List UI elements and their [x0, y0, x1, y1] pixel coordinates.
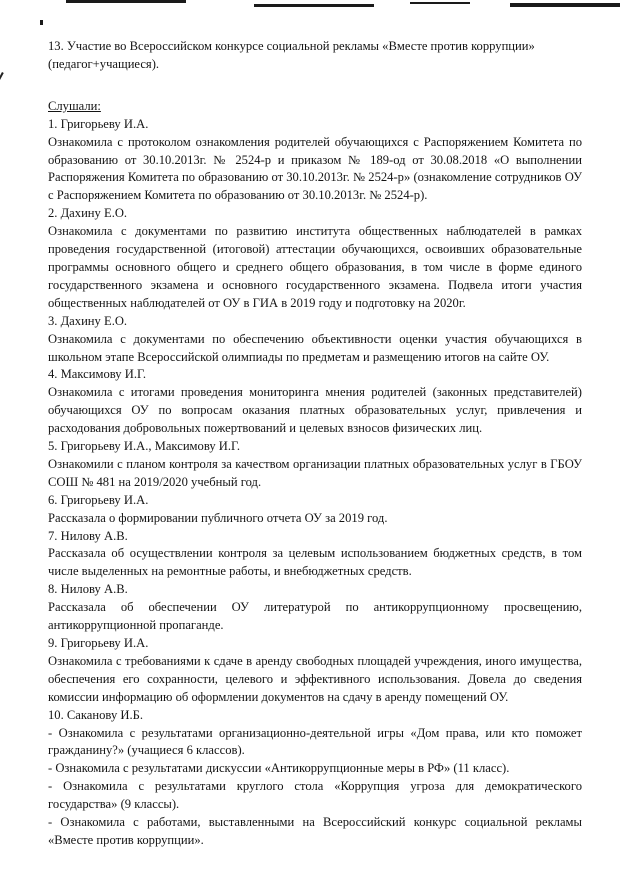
entry-speaker: 2. Дахину Е.О.	[48, 206, 128, 221]
entry-text: Рассказала о формировании публичного отчета ОУ за 2019 год.	[48, 510, 388, 525]
entry-text: Ознакомила с итогами проведения мониторинга мнения родителей (законных представителей) обучающихся ОУ по вопросам оказания платных образовательных услуг, привлечения и расходования добровольных пожертвований и целевых взносов физических лиц.	[48, 385, 582, 436]
bullet-item: - Ознакомила с результатами дискуссии «Антикоррупционные меры в РФ» (11 класс).	[48, 761, 510, 776]
entry-text: Ознакомила с протоколом ознакомления родителей обучающихся с Распоряжением Комитета по образованию от 30.10.2013г. № 2524-р и приказом № 189-од от 30.08.2018 «О выполнении Распоряжения Комитета по образованию от 30.10.2013г. № 2524-р» (ознакомление сотрудников ОУ с Распоряжением Комитета по образованию от 30.10.2013г. № 2524-р).	[48, 134, 582, 203]
bullet-item: - Ознакомила с результатами организационно-деятельной игры «Дом права, или кто поможет гражданину?» (учащиеся 6 классов).	[48, 725, 582, 758]
entry-speaker: 5. Григорьеву И.А., Максимову И.Г.	[48, 439, 241, 454]
entry-speaker: 8. Нилову А.В.	[48, 582, 128, 597]
entry-speaker: 10. Саканову И.Б.	[48, 707, 144, 722]
entry-speaker: 4. Максимову И.Г.	[48, 367, 146, 382]
scan-artifact	[66, 0, 186, 3]
agenda-item-13: 13. Участие во Всероссийском конкурсе социальной рекламы «Вместе против коррупции» (педагог+учащиеся).	[48, 39, 535, 71]
entry-text: Ознакомили с планом контроля за качеством организации платных образовательных услуг в ГБОУ СОШ № 481 на 2019/2020 учебный год.	[48, 456, 582, 489]
entry-text: Ознакомила с требованиями к сдаче в аренду свободных площадей учреждения, иного имущества, обеспечения его сохранности, целевого и эффективного использования. Довела до сведения комиссии информацию об оформлении документов на сдачу в аренду помещений ОУ.	[48, 653, 582, 704]
entry-text: Ознакомила с документами по развитию института общественных наблюдателей в рамках проведения государственной (итоговой) аттестации обучающихся, освоивших образовательные программы основного общего и среднего общего образования, в том числе в форме единого государственного экзамена и основного государственного экзамена. Подвела итоги участия общественных наблюдателей от ОУ в ГИА в 2019 году и подготовку на 2020г.	[48, 224, 582, 310]
heard-heading: Слушали:	[48, 98, 101, 113]
scan-artifact	[254, 4, 374, 7]
document-body	[48, 38, 582, 850]
scan-artifact	[40, 20, 43, 25]
entry-speaker: 7. Нилову А.В.	[48, 528, 128, 543]
entry-speaker: 1. Григорьеву И.А.	[48, 116, 149, 131]
margin-pen-mark	[0, 72, 4, 105]
entry-text: Ознакомила с документами по обеспечению объективности оценки участия обучающихся в школьном этапе Всероссийской олимпиады по предметам и размещению итогов на сайте ОУ.	[48, 331, 582, 364]
scan-artifact	[410, 2, 470, 4]
entry-text: Рассказала об обеспечении ОУ литературой по антикоррупционному просвещению, антикоррупционной пропаганде.	[48, 600, 582, 633]
bullet-item: - Ознакомила с результатами круглого стола «Коррупция угроза для демократического государства» (9 классы).	[48, 779, 582, 812]
entry-speaker: 9. Григорьеву И.А.	[48, 636, 149, 650]
entry-speaker: 3. Дахину Е.О.	[48, 313, 128, 328]
bullet-item: - Ознакомила с работами, выставленными на Всероссийский конкурс социальной рекламы «Вместе против коррупции».	[48, 815, 582, 847]
entry-speaker: 6. Григорьеву И.А.	[48, 492, 149, 507]
scan-artifact	[510, 3, 620, 7]
entry-text: Рассказала об осуществлении контроля за целевым использованием бюджетных средств, в том числе выделенных на ремонтные работы, и внебюджетных средств.	[48, 546, 582, 579]
